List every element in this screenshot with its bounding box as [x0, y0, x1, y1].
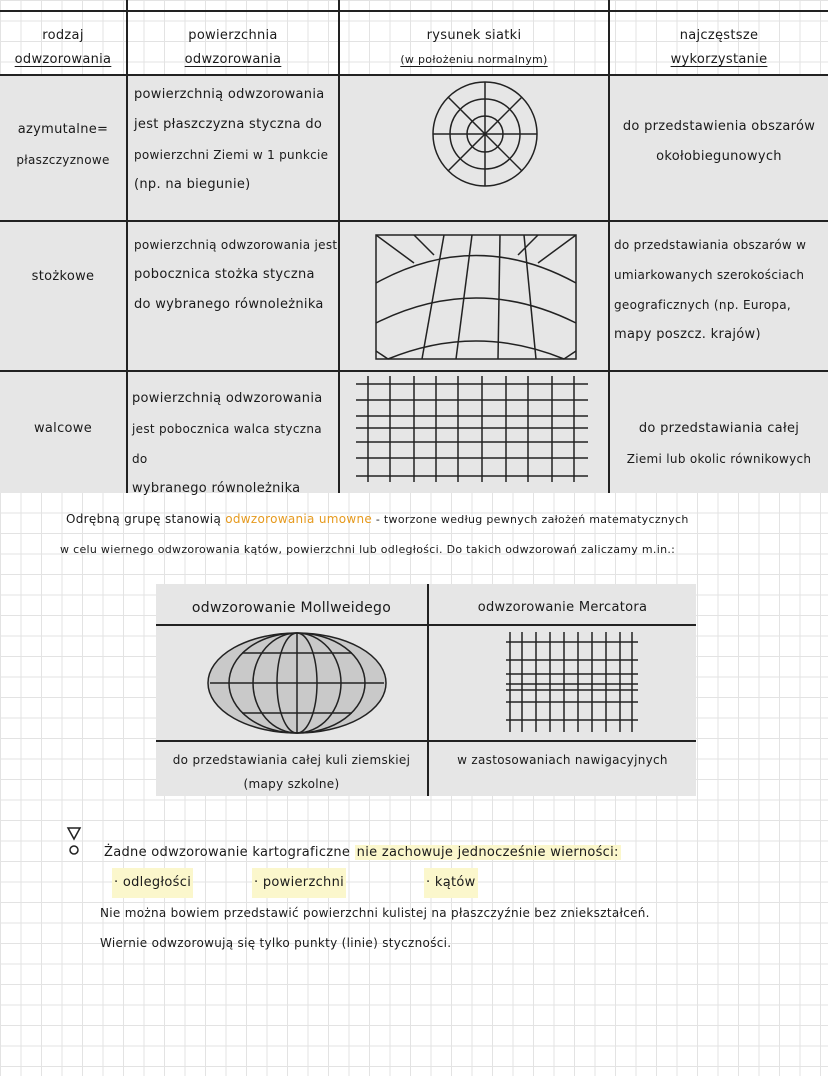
row2-usage-line: geograficznych (np. Europa,	[614, 298, 792, 312]
mollweide-grid-drawing	[206, 630, 388, 736]
conventional-projections-paragraph	[60, 504, 806, 565]
row1-type-line1: azymutalne=	[17, 122, 109, 137]
header-type	[0, 24, 126, 72]
row3-usage	[610, 414, 828, 474]
table1-hline-4	[0, 370, 828, 372]
header-usage	[610, 24, 828, 72]
note-intro: Żadne odwzorowanie kartograficzne	[104, 845, 355, 860]
note-item-distances: · odległości	[112, 868, 193, 898]
mollweide-usage-line2: (mapy szkolne)	[243, 777, 340, 791]
header-usage-line1: najczęstsze	[679, 28, 759, 43]
row3-usage-line: Ziemi lub okolic równikowych	[626, 452, 812, 466]
mollweide-title: odwzorowanie Mollweidego	[191, 600, 392, 616]
note-line2: Nie można bowiem przedstawić powierzchni kulistej na płaszczyźnie bez zniekształceń.	[100, 906, 650, 920]
header-surface-line1: powierzchnia	[188, 28, 278, 43]
note-highlight: nie zachowuje jednocześnie wierności:	[356, 845, 619, 860]
row3-usage-line: do przedstawiania całej	[638, 421, 800, 436]
row2-usage-line: do przedstawiania obszarów w	[614, 238, 807, 252]
row1-usage-line: do przedstawienia obszarów	[622, 119, 816, 134]
row2-usage	[614, 230, 828, 350]
note-item-angles: · kątów	[424, 868, 478, 898]
row3-type: walcowe	[33, 421, 93, 436]
paragraph-highlight: odwzorowania umowne	[225, 512, 373, 526]
header-grid-line2: (w położeniu normalnym)	[400, 53, 548, 66]
header-type-line2: odwzorowania	[14, 52, 112, 67]
note-item-areas: · powierzchni	[252, 868, 346, 898]
header-surface-line2: odwzorowania	[184, 52, 282, 67]
cylindrical-grid-drawing	[356, 376, 588, 482]
mollweide-usage	[156, 748, 427, 796]
table1-hline-2	[0, 74, 828, 76]
header-usage-line2: wykorzystanie	[670, 52, 768, 67]
row1-surface	[134, 80, 338, 200]
mercator-grid-drawing	[506, 632, 638, 732]
row1-surface-line: powierzchni Ziemi w 1 punkcie	[134, 148, 329, 162]
mercator-usage: w zastosowaniach nawigacyjnych	[457, 753, 668, 767]
row2-surface-line: pobocznica stożka styczna	[134, 267, 315, 282]
row3-surface-line: powierzchnią odwzorowania	[132, 391, 323, 406]
row3-surface-line: jest pobocznica walca styczna do	[132, 422, 322, 466]
table2-hline-2	[156, 740, 696, 742]
paragraph-line2: w celu wiernego odwzorowania kątów, powierzchni lub odległości. Do takich odwzorowań zaliczamy m.in.:	[60, 543, 676, 556]
row2-usage-line: umiarkowanych szerokościach	[614, 268, 805, 282]
row2-surface-line: do wybranego równoleżnika	[134, 297, 324, 312]
row3-surface-line: wybranego równoleżnika	[132, 481, 301, 496]
conic-grid-drawing	[374, 233, 578, 361]
row2-type: stożkowe	[31, 269, 95, 284]
row1-surface-line: (np. na biegunie)	[134, 177, 251, 192]
table1-hline-3	[0, 220, 828, 222]
row1-surface-line: powierzchnią odwzorowania	[134, 87, 325, 102]
row2-surface-line: powierzchnią odwzorowania jest	[134, 238, 338, 252]
row1-usage-line: okołobiegunowych	[656, 149, 782, 164]
table1-hline-1	[0, 10, 828, 12]
row1-surface-line: jest płaszczyzna styczna do	[134, 117, 323, 132]
row1-type-line2: płaszczyznowe	[16, 153, 110, 167]
note-line3: Wiernie odwzorowują się tylko punkty (linie) styczności.	[100, 936, 452, 950]
azimuthal-grid-drawing	[430, 79, 540, 189]
row1-usage	[610, 112, 828, 172]
paragraph-text-cont: - tworzone według pewnych założeń matematycznych	[372, 513, 689, 526]
row1-type	[0, 115, 126, 175]
row2-surface	[134, 230, 338, 320]
header-surface	[128, 24, 338, 72]
header-grid-line1: rysunek siatki	[426, 28, 522, 43]
mercator-title: odwzorowanie Mercatora	[477, 600, 648, 615]
row3-surface	[132, 384, 338, 504]
header-grid-drawing	[340, 24, 608, 72]
warning-triangle-icon	[66, 826, 82, 856]
row2-usage-line: mapy poszcz. krajów)	[614, 327, 761, 342]
mollweide-usage-line1: do przedstawiania całej kuli ziemskiej	[172, 753, 411, 767]
paragraph-line1	[66, 504, 806, 535]
table2-hline-1	[156, 624, 696, 626]
header-type-line1: rodzaj	[42, 28, 84, 43]
note-line1	[104, 838, 804, 868]
paragraph-text: Odrębną grupę stanowią	[66, 512, 226, 526]
